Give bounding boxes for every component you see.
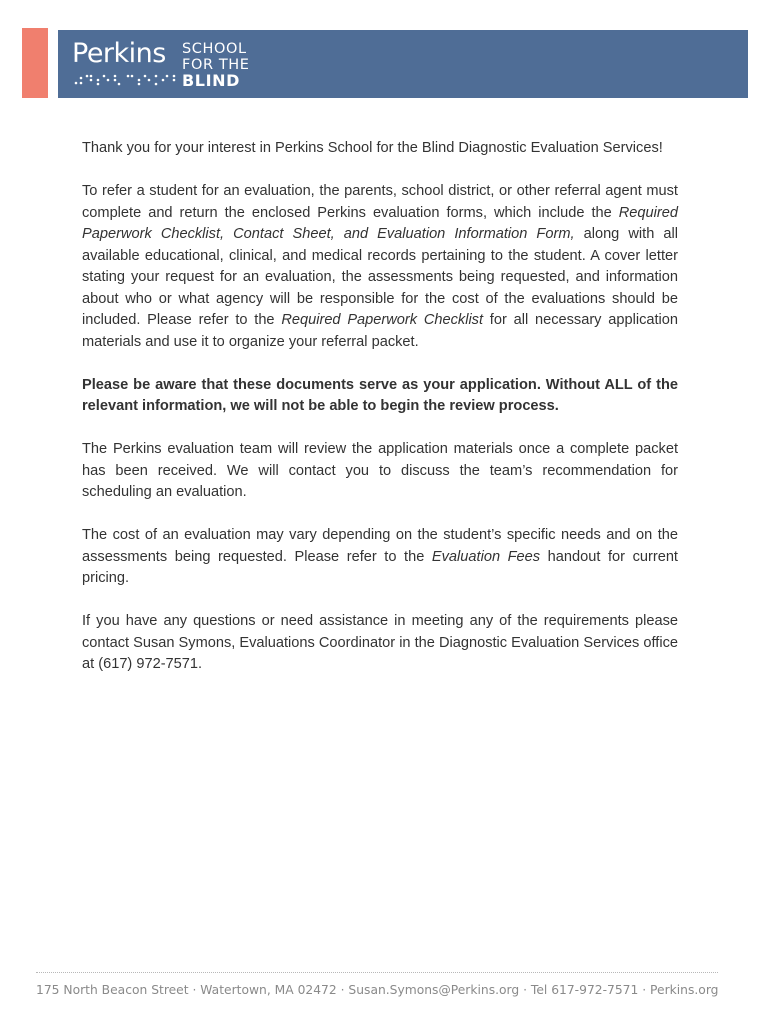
letter-body (82, 138, 678, 697)
review-paragraph: The Perkins evaluation team will review the application materials once a complete packet has been received. We will contact you to discuss the team’s recommendation for scheduling an evaluation. (82, 441, 678, 500)
footer-divider (36, 972, 718, 973)
logo-tagline (182, 41, 250, 89)
logo-tagline-for-the: FOR THE (182, 57, 250, 73)
application-notice-paragraph: Please be aware that these documents serve as your application. Without ALL of the relevant information, we will not be able to begin the review process. (82, 376, 678, 414)
logo-tagline-school: SCHOOL (182, 41, 247, 57)
referral-text-part-1: To refer a student for an evaluation, the parents, school district, or other referral agent must complete and return the enclosed Perkins evaluation forms, which include the (82, 183, 678, 221)
footer-address: 175 North Beacon Street · Watertown, MA 02472 · Susan.Symons@Perkins.org · Tel 617-972-7571 · Perkins.org (36, 983, 719, 997)
referral-text-part-2: along with all available educational, clinical, and medical records pertaining to the student. A cover letter stating your request for an evaluation, the assessments being requested, and information about who or what agency will be responsible for the cost of the evaluations should be included. Please refer to the (82, 226, 678, 328)
cost-paragraph (82, 525, 678, 590)
cost-text-part-1: The cost of an evaluation may vary depending on the student’s specific needs and on the assessments being requested. Please refer to the (82, 527, 678, 565)
logo-wordmark: Perkins (72, 38, 166, 69)
braille-dots-icon (74, 74, 178, 86)
logo-tagline-blind: BLIND (182, 71, 241, 90)
letterhead-banner (58, 30, 748, 98)
evaluation-fees-emphasis: Evaluation Fees (431, 548, 541, 565)
required-forms-emphasis: Required Paperwork Checklist, Contact Sheet, and Evaluation Information Form, (82, 204, 678, 242)
accent-bar (22, 28, 48, 98)
referral-text-part-3: for all necessary application materials and use it to organize your referral packet. (82, 312, 679, 350)
cost-text-part-2: handout for current pricing. (82, 548, 678, 586)
referral-paragraph (82, 181, 678, 353)
greeting-paragraph: Thank you for your interest in Perkins School for the Blind Diagnostic Evaluation Services! (82, 140, 663, 156)
checklist-emphasis: Required Paperwork Checklist (281, 312, 484, 328)
contact-paragraph: If you have any questions or need assistance in meeting any of the requirements please contact Susan Symons, Evaluations Coordinator in the Diagnostic Evaluation Services office at (617) 972-7571. (82, 613, 678, 672)
